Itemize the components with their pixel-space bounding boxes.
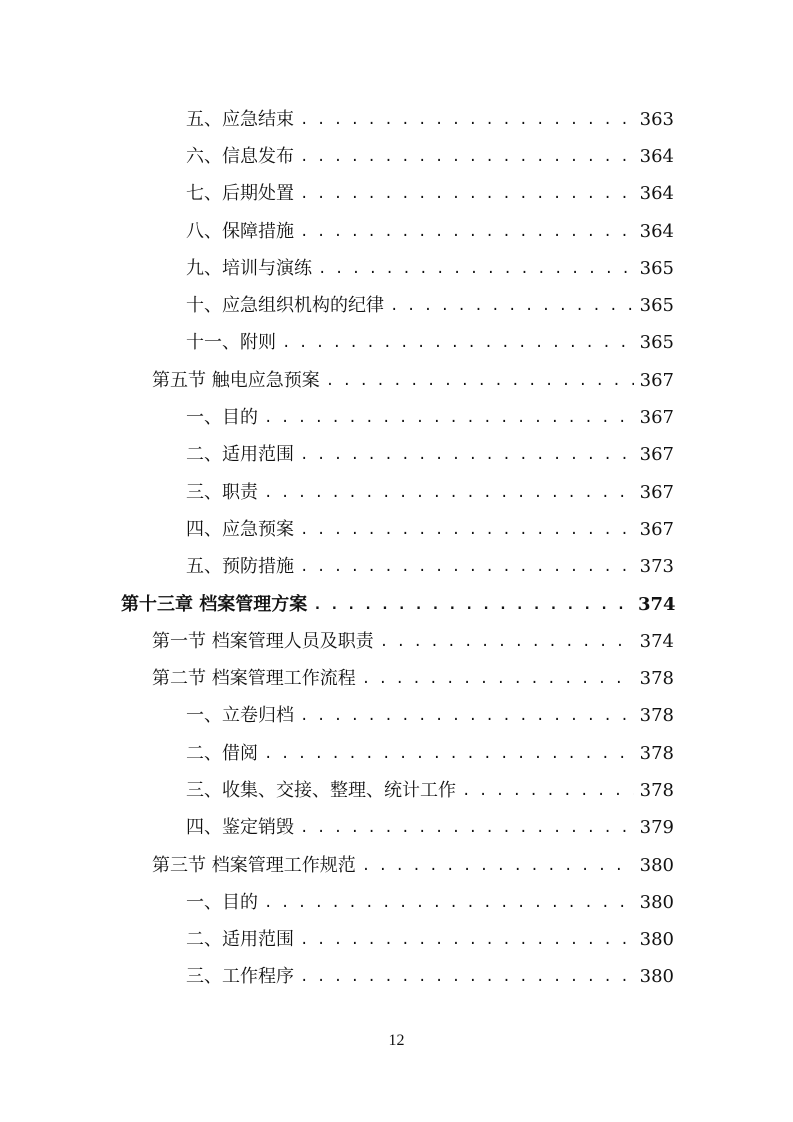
dot-leader	[300, 816, 634, 840]
toc-entry[interactable]	[0, 213, 793, 250]
dot-leader	[300, 518, 634, 542]
dot-leader	[264, 406, 634, 430]
toc-section-entry[interactable]	[0, 660, 793, 697]
toc-entry[interactable]	[0, 884, 793, 921]
toc-entry[interactable]	[0, 959, 793, 996]
dot-leader	[362, 854, 634, 878]
dot-leader	[300, 145, 634, 169]
toc-entry[interactable]	[0, 549, 793, 586]
toc-entry-title: 四、应急预案	[186, 518, 294, 540]
toc-entry-page: 364	[639, 183, 674, 205]
toc-entry-title: 六、信息发布	[186, 145, 294, 167]
toc-entry-page: 380	[639, 929, 674, 951]
toc-section-entry[interactable]	[0, 362, 793, 399]
toc-entry-title: 二、适用范围	[186, 929, 294, 951]
toc-entry-title: 四、鉴定销毁	[186, 817, 294, 839]
toc-entry-page: 367	[639, 407, 674, 429]
toc-entry-title: 五、预防措施	[186, 556, 294, 578]
toc-entry-title: 十一、附则	[186, 332, 276, 354]
dot-leader	[313, 593, 634, 617]
dot-leader	[380, 630, 634, 654]
dot-leader	[300, 182, 634, 206]
dot-leader	[362, 667, 634, 691]
toc-entry[interactable]	[0, 437, 793, 474]
dot-leader	[282, 331, 634, 355]
dot-leader	[462, 779, 634, 803]
toc-entry[interactable]	[0, 287, 793, 324]
toc-entry[interactable]	[0, 698, 793, 735]
toc-entry-title: 九、培训与演练	[186, 257, 312, 279]
dot-leader	[300, 443, 634, 467]
toc-chapter-entry[interactable]	[0, 586, 793, 623]
toc-entry[interactable]	[0, 511, 793, 548]
toc-entry-title: 第五节 触电应急预案	[152, 369, 320, 391]
toc-entry-page: 364	[639, 220, 674, 242]
toc-entry-page: 378	[639, 705, 674, 727]
toc-entry[interactable]	[0, 399, 793, 436]
toc-entry[interactable]	[0, 101, 793, 138]
toc-entry-page: 380	[639, 966, 674, 988]
toc-entry-title: 八、保障措施	[186, 220, 294, 242]
toc-entry[interactable]	[0, 138, 793, 175]
toc-entry[interactable]	[0, 922, 793, 959]
toc-entry-title: 七、后期处置	[186, 183, 294, 205]
toc-entry-page: 365	[639, 257, 674, 279]
toc-entry[interactable]	[0, 474, 793, 511]
toc-entry-title: 三、工作程序	[186, 966, 294, 988]
dot-leader	[264, 742, 634, 766]
dot-leader	[300, 555, 634, 579]
dot-leader	[300, 965, 634, 989]
toc-entry-title: 第三节 档案管理工作规范	[152, 854, 356, 876]
toc-entry-page: 374	[638, 593, 676, 615]
toc-entry[interactable]	[0, 250, 793, 287]
dot-leader	[300, 928, 634, 952]
toc-entry-title: 第二节 档案管理工作流程	[152, 668, 356, 690]
toc-entry-page: 374	[639, 630, 674, 652]
dot-leader	[300, 704, 634, 728]
toc-entry-page: 373	[639, 556, 674, 578]
toc-entry-page: 367	[639, 369, 674, 391]
dot-leader	[300, 220, 634, 244]
toc-entry[interactable]	[0, 810, 793, 847]
dot-leader	[264, 891, 634, 915]
toc-entry-title: 一、目的	[186, 891, 258, 913]
toc-entry-title: 二、适用范围	[186, 444, 294, 466]
toc-entry-title: 第一节 档案管理人员及职责	[152, 630, 374, 652]
dot-leader	[318, 257, 634, 281]
dot-leader	[300, 108, 634, 132]
toc-entry[interactable]	[0, 325, 793, 362]
toc-entry-page: 365	[639, 332, 674, 354]
dot-leader	[390, 294, 634, 318]
dot-leader	[326, 369, 634, 393]
toc-entry-title: 十、应急组织机构的纪律	[186, 295, 384, 317]
toc-entry-page: 380	[639, 891, 674, 913]
toc-entry-title: 五、应急结束	[186, 108, 294, 130]
toc-entry-page: 367	[639, 481, 674, 503]
toc-entry-title: 第十三章 档案管理方案	[121, 593, 308, 615]
toc-entry-title: 二、借阅	[186, 742, 258, 764]
toc-entry-page: 378	[639, 779, 674, 801]
toc-section-entry[interactable]	[0, 847, 793, 884]
toc-entry-page: 378	[639, 742, 674, 764]
toc-entry[interactable]	[0, 735, 793, 772]
toc-entry[interactable]	[0, 176, 793, 213]
toc-entry-page: 380	[639, 854, 674, 876]
toc-entry-title: 三、职责	[186, 481, 258, 503]
toc-entry-page: 364	[639, 145, 674, 167]
toc-entry-page: 367	[639, 444, 674, 466]
dot-leader	[264, 481, 634, 505]
toc-section-entry[interactable]	[0, 623, 793, 660]
toc-entry-page: 363	[639, 108, 674, 130]
table-of-contents	[0, 101, 793, 996]
toc-entry-title: 一、立卷归档	[186, 705, 294, 727]
toc-entry-page: 378	[639, 668, 674, 690]
page-number: 12	[388, 1032, 405, 1049]
toc-entry-page: 367	[639, 518, 674, 540]
toc-entry-page: 379	[639, 817, 674, 839]
toc-entry-page: 365	[639, 295, 674, 317]
toc-entry-title: 三、收集、交接、整理、统计工作	[186, 779, 456, 801]
toc-entry-title: 一、目的	[186, 407, 258, 429]
toc-entry[interactable]	[0, 772, 793, 809]
